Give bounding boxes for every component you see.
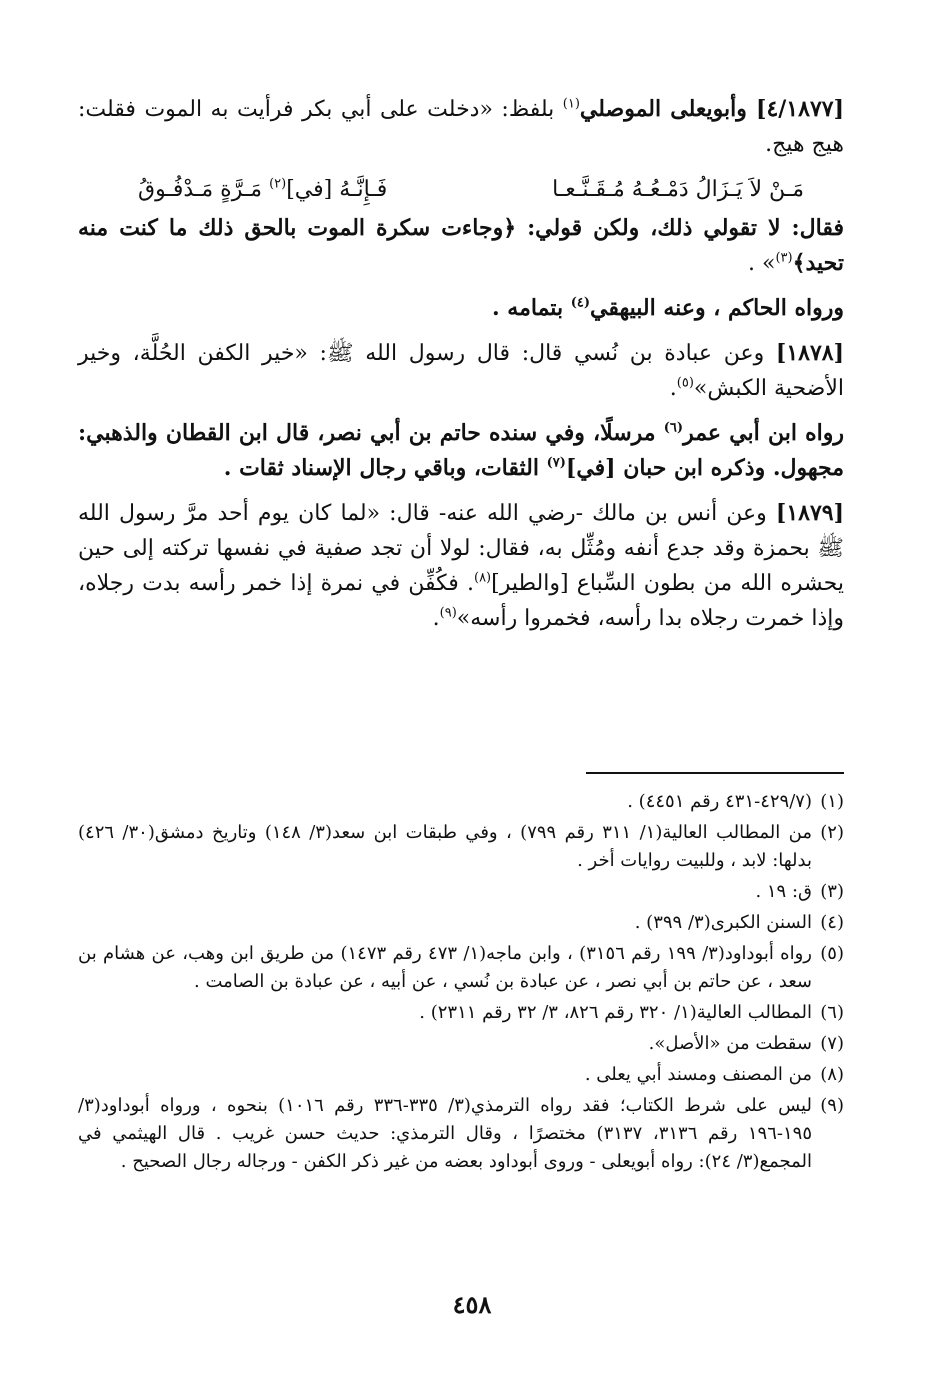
text-segment: ورواه الحاكم ، وعنه البيهقي	[590, 295, 844, 321]
footnote-number: (٨)	[820, 1064, 844, 1085]
footnote-ref: (١)	[562, 96, 580, 112]
verse-second-hemistich	[138, 172, 387, 207]
takhrij-1877	[78, 291, 844, 326]
text-segment: مَـرَّةٍ مَـدْفُـوقُ	[138, 177, 270, 202]
footnote-number: (٣)	[820, 881, 844, 902]
page-number: ٤٥٨	[452, 1290, 492, 1319]
text-segment: بتمامه .	[491, 295, 571, 321]
text-segment: بلفظ: «دخلت على أبي بكر فرأيت به الموت فقلت: هيج هيج.	[78, 97, 844, 157]
footnote-ref: (٣)	[775, 250, 793, 266]
footnote-ref: (٥)	[676, 375, 694, 391]
footnote	[78, 1092, 844, 1176]
footnote	[78, 999, 844, 1027]
footnote	[78, 819, 844, 875]
footnote-number: (٥)	[820, 943, 844, 964]
text-segment: وأبويعلى الموصلي	[579, 96, 757, 122]
text-segment: .	[669, 376, 677, 401]
footnotes	[78, 788, 844, 1179]
text-segment: مرسلًا، وفي سنده حاتم بن أبي نصر، قال ابن القطان والذهبي: مجهول. وذكره ابن حبان [في]	[78, 420, 844, 481]
hadith-1879	[78, 496, 844, 636]
footnote	[78, 878, 844, 906]
footnote-ref: (٧)	[546, 455, 566, 471]
verse-first-hemistich: مَـنْ لاَ يَـزَالُ دَمْـعُـهُ مُـقَـنَّـعـا	[552, 177, 804, 202]
hadith-number: [٤/١٨٧٧]	[756, 96, 844, 122]
footnote-text: المطالب العالية(١/ ٣٢٠ رقم ٨٢٦، ٣/ ٣٢ رقم ٢٣١١) .	[419, 1002, 812, 1023]
hadith-1877-continued	[78, 211, 844, 281]
footnote-ref: (٨)	[473, 570, 492, 586]
footnote	[78, 940, 844, 996]
text-segment: فقال: لا تقولي ذلك، ولكن قولي: ﴿وجاءت سكرة الموت بالحق ذلك ما كنت منه تحيد﴾	[78, 215, 844, 276]
footnote-divider	[586, 772, 844, 774]
hadith-number: [١٨٧٨]	[775, 340, 845, 366]
footnote-number: (٤)	[820, 912, 844, 933]
main-text	[78, 92, 844, 646]
footnote	[78, 1030, 844, 1058]
footnote-text: (٤٢٩/٧-٤٣١ رقم ٤٤٥١) .	[627, 791, 812, 812]
takhrij-1878	[78, 416, 844, 486]
footnote-ref: (٩)	[439, 605, 457, 621]
text-segment: رواه ابن أبي عمر	[683, 420, 844, 446]
footnote-text: رواه أبوداود(٣/ ١٩٩ رقم ٣١٥٦) ، وابن ماجه(١/ ٤٧٣ رقم ١٤٧٣) من طريق ابن وهب، عن هشام بن سعد ، عن حاتم بن أبي نصر ، عن عبادة بن نُسي ، عن أبيه ، عن عبادة بن الصامت .	[78, 943, 812, 992]
footnote	[78, 788, 844, 816]
footnote-text: من المصنف ومسند أبي يعلى .	[584, 1064, 812, 1085]
footnote-text: ليس على شرط الكتاب؛ فقد رواه الترمذي(٣/ ٣٣٥-٣٣٦ رقم ١٠١٦) بنحوه ، ورواه أبوداود(٣/ ١٩٥-١٩٦ رقم ٣١٣٦، ٣١٣٧) مختصرًا ، وقال الترمذي: حديث حسن غريب . قال الهيثمي في المجمع(٣/ ٢٤): رواه أبويعلى - وروى أبوداود بعضه من غير ذكر الكفن - ورجاله رجال الصحيح .	[78, 1095, 813, 1172]
text-segment: » .	[748, 251, 776, 276]
footnote-number: (٦)	[820, 1002, 844, 1023]
text-segment: فَـإِنَّـهُ [في]	[286, 177, 388, 202]
footnote-number: (١)	[820, 791, 844, 812]
hadith-number: [١٨٧٩]	[775, 500, 844, 526]
footnote-number: (٢)	[820, 822, 844, 843]
footnote-ref: (٦)	[663, 420, 684, 436]
footnote-text: السنن الكبرى(٣/ ٣٩٩) .	[634, 912, 812, 933]
footnote-number: (٩)	[820, 1095, 844, 1116]
footnote-ref: (٤)	[570, 295, 591, 311]
hadith-1877	[78, 92, 844, 162]
text-segment: وعن أنس بن مالك -رضي الله عنه- قال: «لما كان يوم أحد مرَّ رسول الله ﷺ بحمزة وقد جدع أنفه ومُثِّل به، فقال: لولا أن تجد صفية في نفسها تركته إلى حين يحشره الله من بطون السِّباع [والطير]	[78, 501, 844, 596]
footnote-text: من المطالب العالية(١/ ٣١١ رقم ٧٩٩) ، وفي طبقات ابن سعد(٣/ ١٤٨) وتاريخ دمشق(٣٠/ ٤٢٦) بدلها: لابد ، وللبيت روايات أخر .	[78, 822, 812, 871]
footnote-text: سقطت من «الأصل».	[648, 1033, 812, 1054]
footnote-number: (٧)	[820, 1033, 844, 1054]
text-segment: . فكُفِّن في نمرة إذا خمر رأسه بدت رجلاه، وإذا خمرت رجلاه بدا رأسه، فخمروا رأسه»	[78, 571, 844, 631]
footnote	[78, 1061, 844, 1089]
poetry-verse	[78, 172, 844, 207]
text-segment: الثقات، وباقي رجال الإسناد ثقات .	[223, 455, 547, 481]
text-segment: .	[432, 606, 440, 631]
footnote	[78, 909, 844, 937]
hadith-1878	[78, 336, 844, 406]
text-segment: وعن عبادة بن نُسي قال: قال رسول الله ﷺ: «خير الكفن الحُلَّة، وخير الأضحية الكبش»	[78, 341, 844, 401]
footnote-text: ق: ١٩ .	[755, 881, 812, 902]
footnote-ref: (٢)	[269, 176, 287, 192]
